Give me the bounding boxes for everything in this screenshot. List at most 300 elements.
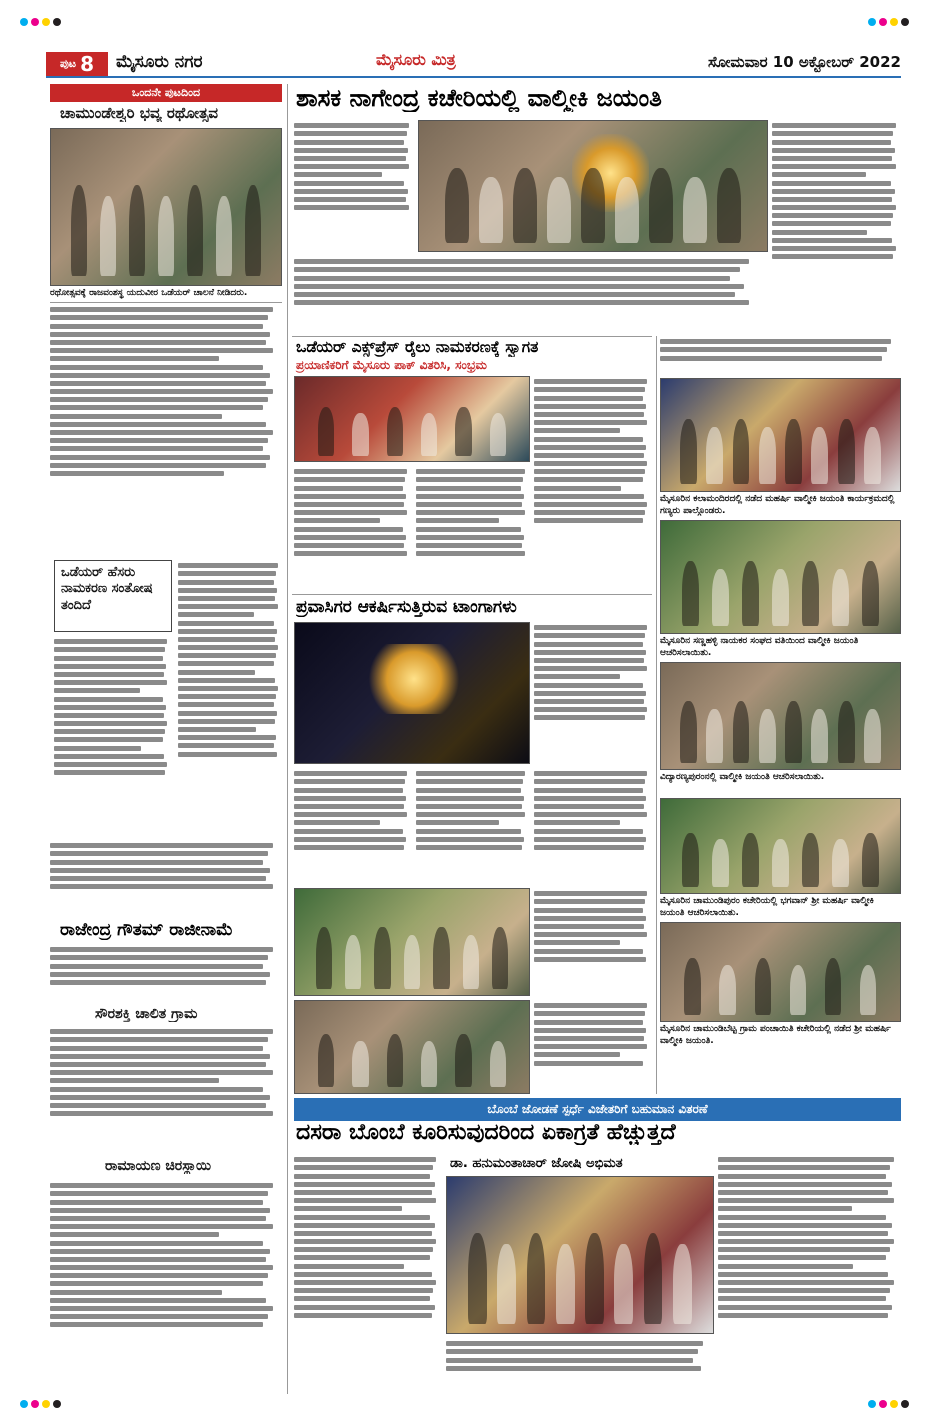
text-line <box>294 494 406 499</box>
text-line <box>718 1174 886 1179</box>
text-line <box>772 131 893 136</box>
text-line <box>416 779 523 784</box>
text-line <box>294 510 407 515</box>
text-line <box>772 205 896 210</box>
text-line <box>534 461 647 466</box>
text-line <box>718 1313 888 1318</box>
photo-figures <box>675 833 885 888</box>
text-line <box>294 197 406 202</box>
registration-dots-top-right <box>868 18 909 26</box>
text-line <box>50 1241 263 1246</box>
text-line <box>294 1190 432 1195</box>
text-line <box>294 1255 430 1260</box>
text-line <box>534 658 644 663</box>
magenta-dot <box>31 1400 39 1408</box>
text-line <box>534 437 643 442</box>
text-line <box>50 972 270 977</box>
text-line <box>416 788 521 793</box>
text-line <box>294 845 404 850</box>
section-divider <box>292 336 652 337</box>
text-line <box>50 1111 273 1116</box>
text-line <box>50 315 268 320</box>
lead-headline: ಶಾಸಕ ನಾಗೇಂದ್ರ ಕಚೇರಿಯಲ್ಲಿ ವಾಲ್ಮೀಕಿ ಜಯಂತಿ <box>296 84 662 112</box>
text-line <box>718 1288 890 1293</box>
body-text-tonga-side <box>534 622 652 764</box>
tonga-headline: ಪ್ರವಾಸಿಗರ ಆಕರ್ಷಿಸುತ್ತಿರುವ ಟಾಂಗಾಗಳು <box>296 597 517 617</box>
text-line <box>416 812 525 817</box>
text-line <box>294 1296 430 1301</box>
text-line <box>718 1255 886 1260</box>
text-line <box>50 851 268 856</box>
text-line <box>54 762 167 767</box>
text-line <box>50 1322 263 1327</box>
text-line <box>50 356 219 361</box>
cyan-dot <box>20 18 28 26</box>
text-line <box>718 1305 892 1310</box>
magenta-dot <box>879 1400 887 1408</box>
text-line <box>50 1208 270 1213</box>
body-text-tonga-col3 <box>534 768 652 884</box>
text-line <box>50 1265 273 1270</box>
black-dot <box>53 1400 61 1408</box>
text-line <box>50 1281 263 1286</box>
text-line <box>54 705 166 710</box>
text-line <box>718 1165 890 1170</box>
text-line <box>534 445 646 450</box>
text-line <box>534 1011 645 1016</box>
text-line <box>50 947 273 952</box>
text-line <box>294 148 408 153</box>
text-line <box>718 1239 894 1244</box>
text-line <box>50 1062 266 1067</box>
text-line <box>534 477 643 482</box>
text-line <box>534 796 646 801</box>
photo-figures <box>309 927 515 988</box>
text-line <box>772 123 896 128</box>
text-line <box>178 686 278 691</box>
text-line <box>50 414 222 419</box>
text-line <box>294 535 406 540</box>
text-line <box>416 551 525 556</box>
text-line <box>534 899 645 904</box>
text-line <box>772 230 867 235</box>
text-line <box>50 1314 268 1319</box>
text-line <box>534 502 647 507</box>
body-text-right-top <box>660 336 901 376</box>
text-line <box>534 771 647 776</box>
text-line <box>534 420 647 425</box>
text-line <box>416 771 525 776</box>
text-line <box>178 735 276 740</box>
registration-dots-top-left <box>20 18 61 26</box>
text-line <box>50 422 266 427</box>
text-line <box>294 551 407 556</box>
text-line <box>718 1247 890 1252</box>
text-line <box>718 1206 852 1211</box>
body-text-lead-col1 <box>294 120 414 250</box>
text-line <box>54 656 163 661</box>
text-line <box>178 596 275 601</box>
text-line <box>772 254 893 259</box>
text-line <box>294 1215 430 1220</box>
dasara-kicker-bar: ಬೊಂಬೆ ಜೋಡಣೆ ಸ್ಪರ್ಧೆ ವಿಜೇತರಿಗೆ ಬಹುಮಾನ ವಿತರಣೆ <box>294 1098 901 1121</box>
text-line <box>178 694 276 699</box>
text-line <box>660 347 887 352</box>
text-line <box>294 131 407 136</box>
text-line <box>50 1087 263 1092</box>
issue-date: ಸೋಮವಾರ 10 ಅಕ್ಟೋಬರ್ 2022 <box>707 53 901 71</box>
text-line <box>416 502 522 507</box>
text-line <box>54 713 164 718</box>
text-line <box>54 639 167 644</box>
body-text-solar-village <box>50 1026 282 1156</box>
body-text-rathotsava <box>50 304 282 554</box>
magenta-dot <box>879 18 887 26</box>
photo-figures <box>309 1034 515 1087</box>
text-line <box>294 502 404 507</box>
text-line <box>294 518 380 523</box>
text-line <box>294 1305 435 1310</box>
photo-figures <box>675 561 885 626</box>
text-line <box>534 1028 646 1033</box>
text-line <box>772 172 866 177</box>
text-line <box>50 955 268 960</box>
text-line <box>294 259 749 264</box>
box-headline-odeyar-name: ಒಡೆಯರ್ ಹೆಸರು ನಾಮಕರಣ ಸಂತೋಷ ತಂದಿದೆ <box>54 560 172 632</box>
dasara-headline: ದಸರಾ ಬೊಂಬೆ ಕೂರಿಸುವುದರಿಂದ ಏಕಾಗ್ರತೆ ಹೆಚ್ಚುತ್ತದೆ <box>296 1120 676 1145</box>
text-line <box>294 205 409 210</box>
body-text-dasara-bottom <box>446 1338 714 1390</box>
text-line <box>534 625 647 630</box>
text-line <box>294 172 382 177</box>
body-text-left-mid <box>178 560 282 836</box>
body-text-tonga-col1 <box>294 768 412 884</box>
text-line <box>178 604 278 609</box>
text-line <box>534 518 643 523</box>
text-line <box>294 1231 432 1236</box>
text-line <box>534 940 620 945</box>
text-line <box>294 284 744 289</box>
body-text-dasara-col4 <box>718 1154 901 1390</box>
text-line <box>534 804 644 809</box>
text-line <box>294 1272 432 1277</box>
text-line <box>416 543 522 548</box>
continued-kicker: ಒಂದನೇ ಪುಟದಿಂದ <box>50 84 282 102</box>
text-line <box>50 1232 219 1237</box>
text-line <box>178 653 276 658</box>
photo-sannahalli <box>660 520 901 634</box>
text-line <box>534 396 643 401</box>
registration-dots-bottom-left <box>20 1400 61 1408</box>
body-text-tonga-col2 <box>416 768 530 884</box>
photo-caption-kalamandira: ಮೈಸೂರಿನ ಕಲಾಮಂದಿರದಲ್ಲಿ ನಡೆದ ಮಹರ್ಷಿ ವಾಲ್ಮೀಕಿ ಜಯಂತಿ ಕಾರ್ಯಕ್ರಮದಲ್ಲಿ ಗಣ್ಯರು ಪಾಲ್ಗೊಂಡರು. <box>660 494 895 516</box>
text-line <box>50 1054 270 1059</box>
text-line <box>178 612 254 617</box>
text-line <box>50 1029 273 1034</box>
text-line <box>534 949 643 954</box>
section-divider <box>292 594 652 595</box>
text-line <box>50 1298 266 1303</box>
text-line <box>534 379 647 384</box>
section-title: ಮೈಸೂರು ನಗರ <box>116 52 203 72</box>
text-line <box>534 453 644 458</box>
text-line <box>178 580 274 585</box>
text-line <box>416 804 522 809</box>
yellow-dot <box>42 1400 50 1408</box>
text-line <box>50 471 224 476</box>
text-line <box>416 486 521 491</box>
text-line <box>772 140 891 145</box>
text-line <box>294 1239 436 1244</box>
text-line <box>772 246 896 251</box>
text-line <box>446 1358 693 1363</box>
text-line <box>178 727 256 732</box>
text-line <box>50 430 273 435</box>
text-line <box>50 365 263 370</box>
photo-tonga-night <box>294 622 530 764</box>
photo-caption-rathotsava: ರಥೋತ್ಸವಕ್ಕೆ ರಾಜವಂಶಸ್ಥ ಯದುವೀರ ಒಡೆಯರ್ ಚಾಲನೆ ನೀಡಿದರು. <box>50 288 248 298</box>
text-line <box>178 719 275 724</box>
text-line <box>178 563 278 568</box>
text-line <box>718 1280 894 1285</box>
story-title-ramayana: ರಾಮಾಯಣ ಚಿರಸ್ಥಾಯಿ <box>105 1158 212 1174</box>
text-line <box>178 702 274 707</box>
text-line <box>534 412 644 417</box>
text-line <box>54 737 163 742</box>
text-line <box>534 404 646 409</box>
text-line <box>416 820 499 825</box>
text-line <box>294 1182 435 1187</box>
text-line <box>534 691 646 696</box>
text-line <box>660 356 882 361</box>
text-line <box>50 1249 270 1254</box>
photo-figures <box>675 958 885 1015</box>
text-line <box>294 1157 436 1162</box>
text-line <box>294 300 749 305</box>
text-line <box>294 1247 433 1252</box>
text-line <box>294 123 409 128</box>
text-line <box>718 1296 886 1301</box>
text-line <box>54 770 165 775</box>
text-line <box>50 964 263 969</box>
text-line <box>294 796 406 801</box>
photo-chamundibetta <box>660 922 901 1022</box>
palace-lights <box>365 644 463 714</box>
text-line <box>718 1182 892 1187</box>
text-line <box>50 980 266 985</box>
text-line <box>50 463 266 468</box>
photo-valmiki-jayanti <box>418 120 768 252</box>
text-line <box>50 1103 266 1108</box>
text-line <box>50 1095 270 1100</box>
text-line <box>416 494 524 499</box>
body-text-ramayana <box>50 1180 282 1390</box>
text-line <box>534 642 643 647</box>
text-line <box>294 164 409 169</box>
text-line <box>294 837 406 842</box>
text-line <box>294 527 403 532</box>
cyan-dot <box>868 1400 876 1408</box>
text-line <box>50 438 268 443</box>
text-line <box>416 527 521 532</box>
text-line <box>534 428 620 433</box>
text-line <box>54 729 165 734</box>
page-label: ಪುಟ <box>59 57 77 70</box>
text-line <box>772 164 896 169</box>
photo-vidyaranyapuram <box>660 662 901 770</box>
photo-train-naming <box>294 376 530 462</box>
text-line <box>772 238 892 243</box>
photo-caption-chamundibetta: ಮೈಸೂರಿನ ಚಾಮುಂಡಿಬೆಟ್ಟ ಗ್ರಾಮ ಪಂಚಾಯಿತಿ ಕಚೇರಿಯಲ್ಲಿ ನಡೆದ ಶ್ರೀ ಮಹರ್ಷಿ ವಾಲ್ಮೀಕಿ ಜಯಂತಿ. <box>660 1024 891 1046</box>
text-line <box>178 752 277 757</box>
column-divider <box>656 336 657 1094</box>
column-divider <box>287 84 288 1394</box>
text-line <box>50 1257 266 1262</box>
text-line <box>416 469 525 474</box>
text-line <box>446 1341 703 1346</box>
photo-caption-chamundipuram: ಮೈಸೂರಿನ ಚಾಮುಂಡಿಪುರಂ ಕಚೇರಿಯಲ್ಲಿ ಭಗವಾನ್ ಶ್ರೀ ಮಹರ್ಷಿ ವಾಲ್ಮೀಕಿ ಜಯಂತಿ ಆಚರಿಸಲಾಯಿತು. <box>660 896 874 918</box>
cyan-dot <box>868 18 876 26</box>
photo-figures <box>675 701 885 762</box>
body-text-left-lower <box>50 840 282 918</box>
text-line <box>718 1223 892 1228</box>
body-text-train-col2 <box>416 466 530 592</box>
text-line <box>54 647 165 652</box>
text-line <box>178 661 274 666</box>
text-line <box>50 397 268 402</box>
page-number-box <box>46 52 108 76</box>
text-line <box>178 571 276 576</box>
text-line <box>50 884 273 889</box>
text-line <box>534 1003 647 1008</box>
text-line <box>772 156 892 161</box>
text-line <box>534 779 645 784</box>
text-line <box>294 1288 433 1293</box>
text-line <box>446 1366 701 1371</box>
text-line <box>772 189 895 194</box>
text-line <box>534 891 647 896</box>
photo-dasara-prize <box>446 1176 714 1334</box>
text-line <box>718 1190 888 1195</box>
text-line <box>534 837 646 842</box>
text-line <box>294 1174 430 1179</box>
text-line <box>178 621 274 626</box>
text-line <box>416 845 522 850</box>
text-line <box>50 381 266 386</box>
text-line <box>50 446 263 451</box>
text-line <box>294 292 735 297</box>
yellow-dot <box>890 18 898 26</box>
train-headline: ಒಡೆಯರ್ ಎಕ್ಸ್‌ಪ್ರೆಸ್ ರೈಲು ನಾಮಕರಣಕ್ಕೆ ಸ್ವಾಗತ <box>296 338 539 356</box>
text-line <box>534 1044 647 1049</box>
body-text-train-col3 <box>534 376 652 592</box>
photo-office-group <box>294 1000 530 1094</box>
text-line <box>294 156 406 161</box>
text-line <box>294 267 740 272</box>
photo-chamundipuram <box>660 798 901 894</box>
text-line <box>534 812 647 817</box>
photo-figures <box>463 1233 697 1323</box>
yellow-dot <box>890 1400 898 1408</box>
text-line <box>534 699 644 704</box>
text-line <box>446 1349 698 1354</box>
text-line <box>50 843 273 848</box>
text-line <box>294 276 730 281</box>
text-line <box>294 820 380 825</box>
divider <box>50 302 282 303</box>
text-line <box>534 788 643 793</box>
story-title-solar-village: ಸೌರಶಕ್ತಿ ಚಾಲಿತ ಗ್ರಾಮ <box>95 1006 198 1022</box>
text-line <box>718 1157 894 1162</box>
body-text-lead-bottom <box>294 256 768 332</box>
photo-valmiki-group <box>294 888 530 996</box>
text-line <box>54 721 167 726</box>
text-line <box>178 743 274 748</box>
text-line <box>294 771 407 776</box>
text-line <box>50 1306 273 1311</box>
text-line <box>50 332 270 337</box>
page-header <box>46 50 901 78</box>
photo-caption-sannahalli: ಮೈಸೂರಿನ ಸಣ್ಣಹಳ್ಳಿ ನಾಯಕರ ಸಂಘದ ವತಿಯಿಂದ ವಾಲ್ಮೀಕಿ ಜಯಂತಿ ಆಚರಿಸಲಾಯಿತು. <box>660 636 859 658</box>
text-line <box>54 672 164 677</box>
text-line <box>718 1272 888 1277</box>
text-line <box>294 140 404 145</box>
text-line <box>50 455 270 460</box>
text-line <box>534 707 647 712</box>
text-line <box>534 633 645 638</box>
body-text-rajendra <box>50 944 282 1006</box>
text-line <box>50 348 273 353</box>
photo-figures <box>440 168 746 243</box>
text-line <box>416 510 525 515</box>
text-line <box>416 535 524 540</box>
text-line <box>294 181 404 186</box>
text-line <box>294 812 407 817</box>
text-line <box>718 1198 894 1203</box>
train-subhead: ಪ್ರಯಾಣಿಕರಿಗೆ ಮೈಸೂರು ಪಾಕ್ ವಿತರಿಸಿ, ಸಂಭ್ರಮ <box>296 358 487 372</box>
text-line <box>534 957 646 962</box>
body-text-dasara-col1 <box>294 1154 442 1390</box>
text-line <box>534 510 645 515</box>
text-line <box>54 664 166 669</box>
yellow-dot <box>42 18 50 26</box>
masthead-logo: ಮೈಸೂರು ಮಿತ್ರ <box>376 50 456 69</box>
text-line <box>50 373 270 378</box>
text-line <box>294 829 403 834</box>
page-number: 8 <box>80 52 95 76</box>
text-line <box>416 477 523 482</box>
text-line <box>534 650 646 655</box>
cyan-dot <box>20 1400 28 1408</box>
text-line <box>294 189 408 194</box>
text-line <box>294 543 404 548</box>
text-line <box>178 629 277 634</box>
text-line <box>534 820 620 825</box>
text-line <box>534 674 620 679</box>
photo-figures <box>675 419 885 484</box>
text-line <box>534 1020 643 1025</box>
text-line <box>50 1273 268 1278</box>
text-line <box>772 181 891 186</box>
text-line <box>178 637 275 642</box>
text-line <box>718 1215 886 1220</box>
text-line <box>534 387 645 392</box>
text-line <box>294 469 407 474</box>
text-line <box>50 1078 219 1083</box>
text-line <box>294 477 405 482</box>
body-text-office-caption <box>534 1000 652 1094</box>
text-line <box>772 197 892 202</box>
